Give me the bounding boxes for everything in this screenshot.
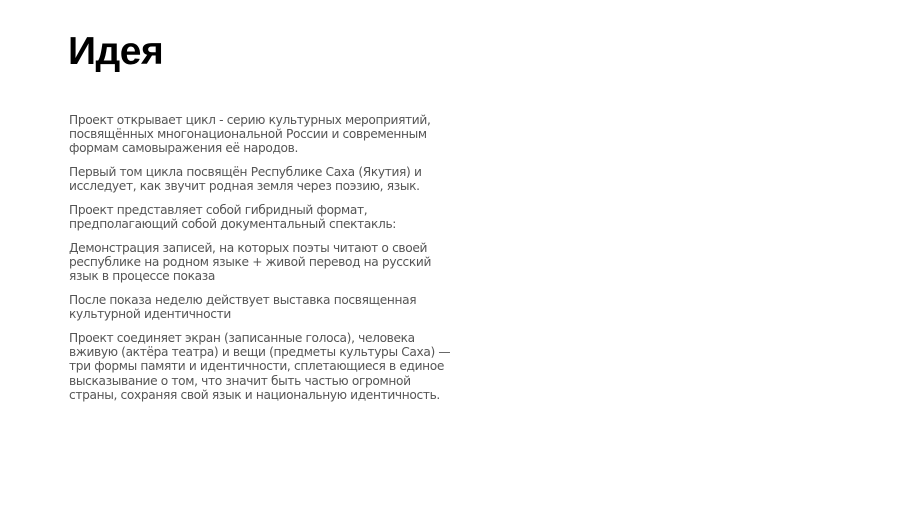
slide-body bbox=[69, 113, 454, 411]
paragraph-conclusion: Проект соединяет экран (записанные голоса), человека вживую (актёра театра) и вещи (предметы культуры Саха) — три формы памяти и идентичности, сплетающиеся в единое высказывание о том, что значит быть частью огромной страны, сохраняя свой язык и национальную идентичность. bbox=[69, 330, 451, 402]
paragraph-exhibition: После показа неделю действует выставка посвященная культурной идентичности bbox=[69, 293, 417, 322]
slide-title: Идея bbox=[68, 30, 164, 73]
paragraph-demonstration: Демонстрация записей, на которых поэты читают о своей республике на родном языке + живой перевод на русский язык в процессе показа bbox=[69, 240, 432, 284]
paragraph-intro: Проект открывает цикл - серию культурных мероприятий, посвящённых многонациональной России и современным формам самовыражения её народов. bbox=[69, 113, 431, 156]
paragraph-format: Проект представляет собой гибридный формат, предполагающий собой документальный спектакль: bbox=[69, 203, 397, 232]
paragraph-first-volume: Первый том цикла посвящён Республике Саха (Якутия) и исследует, как звучит родная земля через поэзию, язык. bbox=[69, 165, 422, 194]
